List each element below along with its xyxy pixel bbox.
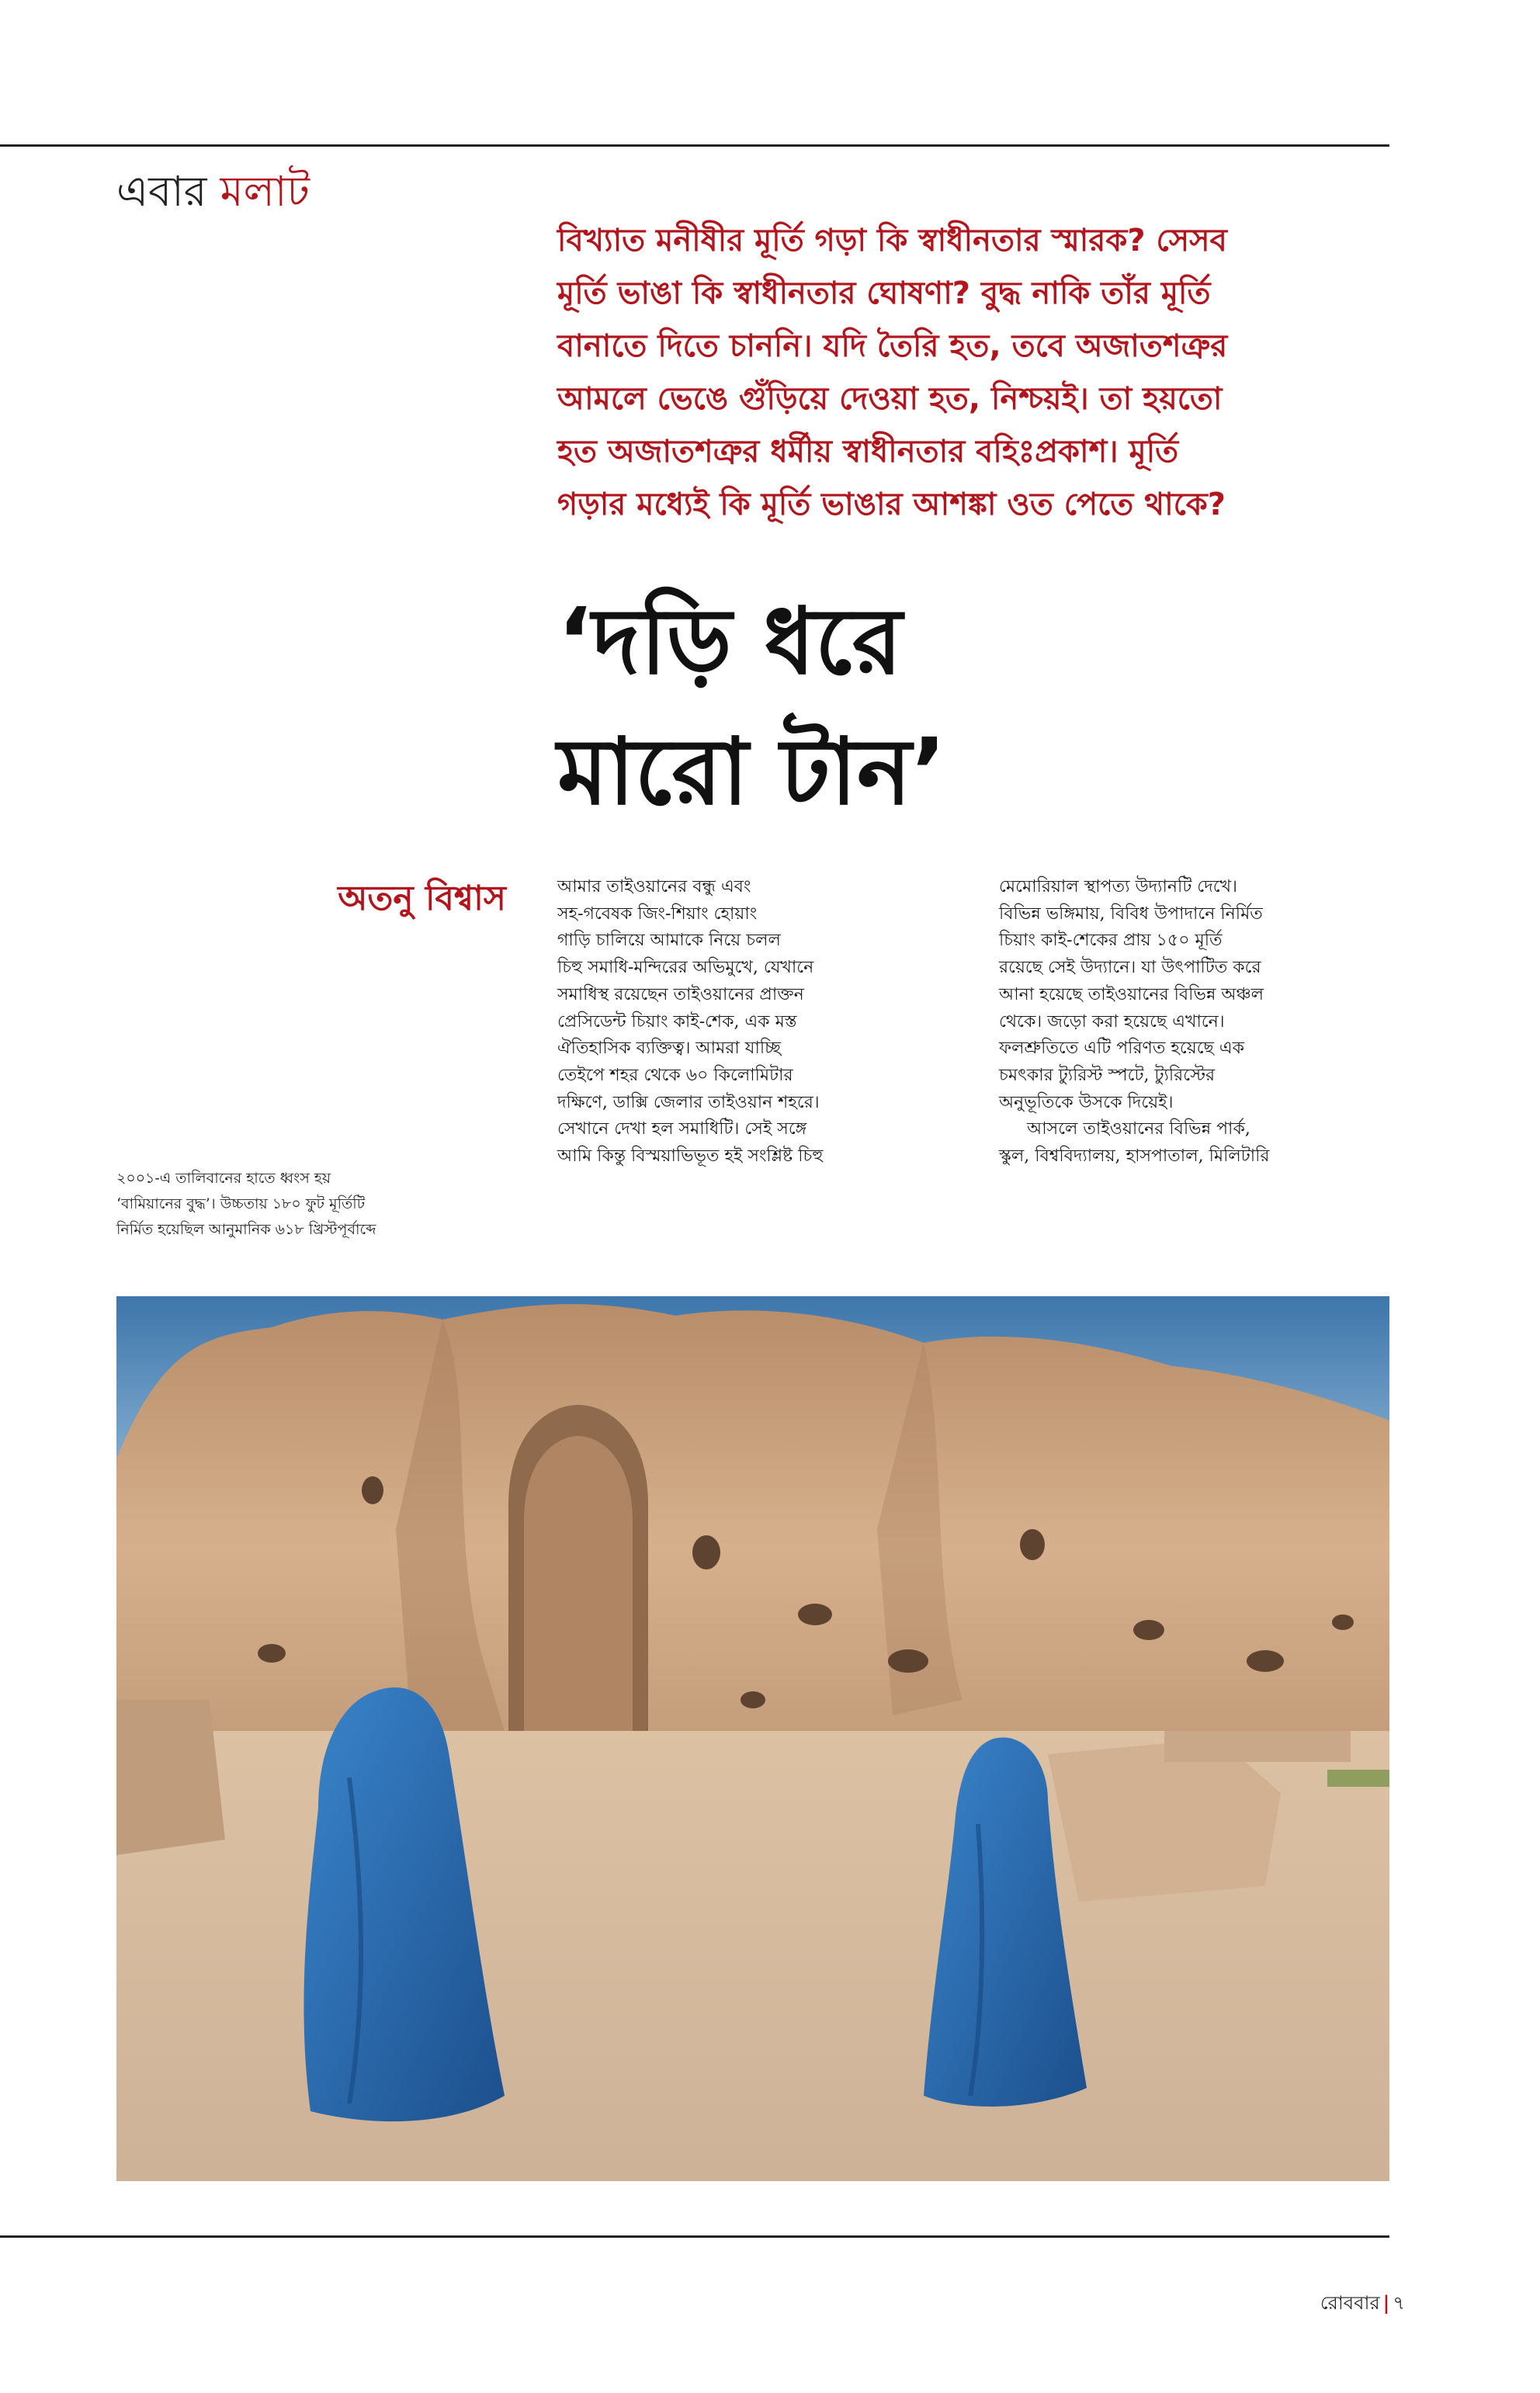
standfirst-line: বানাতে দিতে চাননি। যদি তৈরি হত, তবে অজাতশত্রুর <box>557 328 1228 364</box>
standfirst-line: আমলে ভেঙে গুঁড়িয়ে দেওয়া হত, নিশ্চয়ই। তা হয়তো <box>557 381 1223 417</box>
niche-inner <box>524 1436 633 1762</box>
caption-line: ২০০১-এ তালিবানের হাতে ধ্বংস হয় <box>116 1170 331 1187</box>
body-line: বিভিন্ন ভঙ্গিমায়, বিবিধ উপাদানে নির্মিত <box>999 903 1263 924</box>
body-line: আমি কিন্তু বিস্ময়াভিভূত হই সংশ্লিষ্ট চিহু <box>557 1146 824 1167</box>
byline: অতনু বিশ্বাস <box>338 879 506 918</box>
standfirst-line: মূর্তি ভাঙা কি স্বাধীনতার ঘোষণা? বুদ্ধ নাকি তাঁর মূর্তি <box>557 276 1211 311</box>
body-line: দক্ষিণে, ডাক্সি জেলার তাইওয়ান শহরে। <box>557 1092 820 1112</box>
body-line: ফলশ্রুতিতে এটি পরিণত হয়েছে এক <box>999 1039 1245 1059</box>
standfirst-line: হত অজাতশত্রুর ধর্মীয় স্বাধীনতার বহিঃপ্রকাশ। মূর্তি <box>557 434 1179 470</box>
body-line: চিহু সমাধি-মন্দিরের অভিমুখে, যেখানে <box>557 958 814 978</box>
publication-name: রোববার <box>1320 2292 1380 2314</box>
headline <box>557 576 946 837</box>
standfirst <box>557 214 1392 531</box>
body-line: চমৎকার ট্যুরিস্ট স্পটে, ট্যুরিস্টের <box>999 1065 1216 1085</box>
section-kicker: এবার <box>116 167 207 216</box>
mud-wall <box>116 1700 225 1855</box>
body-line: তেইপে শহর থেকে ৬০ কিলোমিটার <box>557 1065 793 1085</box>
distant-house <box>1164 1731 1351 1762</box>
caption-line: ‘বামিয়ানের বুদ্ধ’। উচ্চতায় ১৮০ ফুট মূর্তিটি <box>116 1195 366 1212</box>
photo-illustration <box>116 1296 1389 2181</box>
bottom-rule <box>0 2235 1389 2238</box>
body-line: আমার তাইওয়ানের বন্ধু এবং <box>557 877 751 897</box>
page-number: ৭ <box>1393 2292 1405 2314</box>
body-line: সহ-গবেষক জিং-শিয়াং হোয়াং <box>557 903 758 924</box>
photo-caption <box>116 1166 512 1243</box>
standfirst-line: বিখ্যাত মনীষীর মূর্তি গড়া কি স্বাধীনতার স্মারক? সেসব <box>557 223 1227 258</box>
body-line: প্রেসিডেন্ট চিয়াং কাই-শেক, এক মস্ত <box>557 1011 797 1032</box>
body-line: চিয়াং কাই-শেকের প্রায় ১৫০ মূর্তি <box>999 931 1223 951</box>
body-line: সমাধিস্থ রয়েছেন তাইওয়ানের প্রাক্তন <box>557 984 804 1004</box>
body-line: রয়েছে সেই উদ্যানে। যা উৎপাটিত করে <box>999 958 1261 978</box>
body-line: স্কুল, বিশ্ববিদ্যালয়, হাসপাতাল, মিলিটারি <box>999 1146 1270 1167</box>
cliff <box>116 1304 1389 1746</box>
caption-line: নির্মিত হয়েছিল আনুমানিক ৬১৮ খ্রিস্টপূর্বাব্দে <box>116 1221 376 1238</box>
body-column-1 <box>557 874 961 1170</box>
body-line: থেকে। জড়ো করা হয়েছে এখানে। <box>999 1011 1225 1032</box>
green-field <box>1327 1770 1389 1787</box>
body-column-2 <box>999 874 1403 1170</box>
top-rule <box>0 144 1389 147</box>
body-line: আনা হয়েছে তাইওয়ানের বিভিন্ন অঞ্চল <box>999 984 1264 1004</box>
body-line: গাড়ি চালিয়ে আমাকে নিয়ে চলল <box>557 931 781 951</box>
body-line: মেমোরিয়াল স্থাপত্য উদ্যানটি দেখে। <box>999 877 1237 897</box>
body-line: অনুভূতিকে উসকে দিয়েই। <box>999 1092 1174 1112</box>
headline-line: মারো টান’ <box>557 718 947 825</box>
headline-line: ‘দড়ি ধরে <box>557 588 903 695</box>
body-line: ঐতিহাসিক ব্যক্তিত্ব। আমরা যাচ্ছি <box>557 1039 781 1059</box>
page-footer <box>1320 2290 1405 2316</box>
footer-divider: | <box>1382 2291 1390 2314</box>
mud-wall <box>1048 1739 1281 1902</box>
bamiyan-buddha-photo <box>116 1296 1389 2181</box>
section-name: মলাট <box>220 167 310 216</box>
body-line: সেখানে দেখা হল সমাধিটি। সেই সঙ্গে <box>557 1119 807 1139</box>
body-line: আসলে তাইওয়ানের বিভিন্ন পার্ক, <box>1027 1119 1250 1139</box>
section-label <box>116 165 310 219</box>
standfirst-line: গড়ার মধ্যেই কি মূর্তি ভাঙার আশঙ্কা ওত পেতে থাকে? <box>557 487 1226 522</box>
